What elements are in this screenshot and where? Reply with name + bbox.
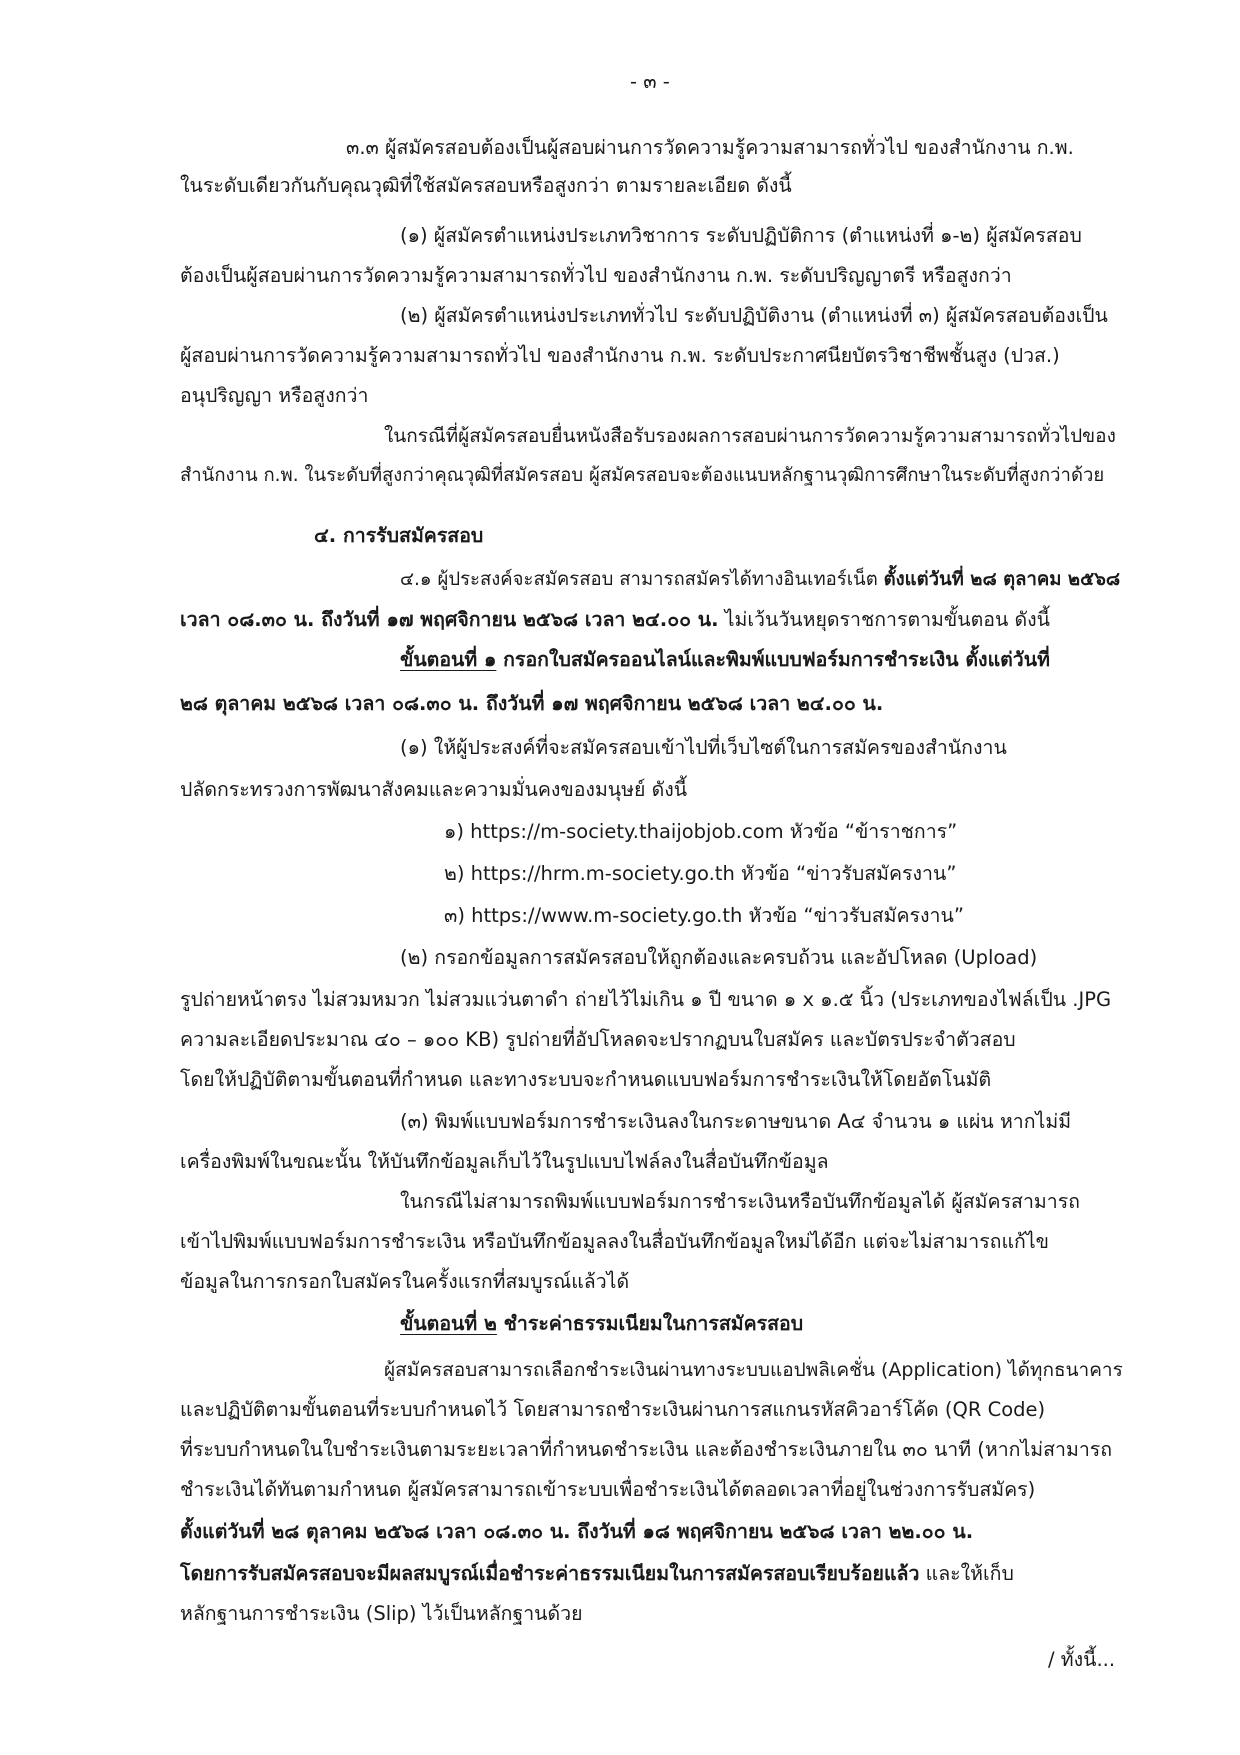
step-1-note-line-3: ข้อมูลในการกรอกใบสมัครในครั้งแรกที่สมบูรณ์แล้วได้ — [180, 1270, 630, 1293]
item-2-line-3: อนุปริญญา หรือสูงกว่า — [180, 384, 369, 407]
step-1-item-2-line-1: (๒) กรอกข้อมูลการสมัครสอบให้ถูกต้องและครบถ้วน และอัปโหลด (Upload) — [400, 946, 1038, 969]
step-2-paragraph-line-7: หลักฐานการชำระเงิน (Slip) ไว้เป็นหลักฐานด้วย — [180, 1602, 583, 1625]
continuation-marker: / ทั้งนี้... — [1048, 1648, 1116, 1671]
website-2: ๒) https://hrm.m-society.go.th หัวข้อ “ข่าวรับสมัครงาน” — [444, 862, 957, 885]
section-3-3-line-1: ๓.๓ ผู้สมัครสอบต้องเป็นผู้สอบผ่านการวัดความรู้ความสามารถทั่วไป ของสำนักงาน ก.พ. — [346, 136, 1074, 159]
step-1-date-range: ๒๘ ตุลาคม ๒๕๖๘ เวลา ๐๘.๓๐ น. ถึงวันที่ ๑๗ พฤศจิกายน ๒๕๖๘ เวลา ๒๔.๐๐ น. — [180, 692, 884, 715]
step-2-completion-condition: โดยการรับสมัครสอบจะมีผลสมบูรณ์เมื่อชำระค่าธรรมเนียมในการสมัครสอบเรียบร้อยแล้ว — [180, 1562, 920, 1585]
item-2-line-1: (๒) ผู้สมัครตำแหน่งประเภททั่วไป ระดับปฏิบัติงาน (ตำแหน่งที่ ๓) ผู้สมัครสอบต้องเป็น — [400, 304, 1108, 327]
website-3: ๓) https://www.m-society.go.th หัวข้อ “ข่าวรับสมัครงาน” — [444, 904, 964, 927]
section-4-1-time-range: เวลา ๐๘.๓๐ น. ถึงวันที่ ๑๗ พฤศจิกายน ๒๕๖๘ เวลา ๒๔.๐๐ น. — [180, 608, 719, 631]
step-2-label: ขั้นตอนที่ ๒ — [400, 1312, 497, 1335]
step-1-note-line-1: ในกรณีไม่สามารถพิมพ์แบบฟอร์มการชำระเงินหรือบันทึกข้อมูลได้ ผู้สมัครสามารถ — [400, 1190, 1080, 1213]
step-1-item-1-line-1: (๑) ให้ผู้ประสงค์ที่จะสมัครสอบเข้าไปที่เว็บไซต์ในการสมัครของสำนักงาน — [400, 736, 1007, 759]
step-2-paragraph-line-3: ที่ระบบกำหนดในใบชำระเงินตามระยะเวลาที่กำหนดชำระเงิน และต้องชำระเงินภายใน ๓๐ นาที (หากไม่สามารถ — [180, 1438, 1113, 1461]
section-3-3-line-2: ในระดับเดียวกันกับคุณวุฒิที่ใช้สมัครสอบหรือสูงกว่า ตามรายละเอียด ดังนี้ — [180, 174, 792, 197]
step-1-item-2-line-2: รูปถ่ายหน้าตรง ไม่สวมหมวก ไม่สวมแว่นตาดำ ถ่ายไว้ไม่เกิน ๑ ปี ขนาด ๑ x ๑.๕ นิ้ว (ประเภทของไฟล์เป็น .JPG — [180, 988, 1112, 1011]
step-2-keep-note: และให้เก็บ — [919, 1562, 1014, 1585]
item-1-line-2: ต้องเป็นผู้สอบผ่านการวัดความรู้ความสามารถทั่วไป ของสำนักงาน ก.พ. ระดับปริญญาตรี หรือสูงกว่า — [180, 264, 1012, 287]
step-1-heading — [400, 646, 1050, 674]
section-4-1-start-date: ตั้งแต่วันที่ ๒๘ ตุลาคม ๒๕๖๘ — [883, 569, 1121, 590]
step-2-paragraph-line-4: ชำระเงินได้ทันตามกำหนด ผู้สมัครสามารถเข้าระบบเพื่อชำระเงินได้ตลอดเวลาที่อยู่ในช่วงการรับสมัคร) — [180, 1478, 1036, 1501]
step-1-note-line-2: เข้าไปพิมพ์แบบฟอร์มการชำระเงิน หรือบันทึกข้อมูลลงในสื่อบันทึกข้อมูลใหม่ได้อีก แต่จะไม่สามารถแก้ไข — [180, 1230, 1049, 1253]
step-1-item-1-line-2: ปลัดกระทรวงการพัฒนาสังคมและความมั่นคงของมนุษย์ ดังนี้ — [180, 778, 688, 801]
note-paragraph-line-2: สำนักงาน ก.พ. ในระดับที่สูงกว่าคุณวุฒิที่สมัครสอบ ผู้สมัครสอบจะต้องแนบหลักฐานวุฒิการศึกษาในระดับที่สูงกว่าด้วย — [180, 465, 1105, 486]
step-2-paragraph-line-2: และปฏิบัติตามขั้นตอนที่ระบบกำหนดไว้ โดยสามารถชำระเงินผ่านการสแกนรหัสคิวอาร์โค้ด (QR Code) — [180, 1398, 1046, 1421]
section-4-1-intro: ๔.๑ ผู้ประสงค์จะสมัครสอบ สามารถสมัครได้ทางอินเทอร์เน็ต — [400, 569, 884, 590]
step-1-item-3-line-2: เครื่องพิมพ์ในขณะนั้น ให้บันทึกข้อมูลเก็บไว้ในรูปแบบไฟล์ลงในสื่อบันทึกข้อมูล — [180, 1150, 829, 1173]
step-2-paragraph-line-6 — [180, 1560, 1014, 1588]
item-1-line-1: (๑) ผู้สมัครตำแหน่งประเภทวิชาการ ระดับปฏิบัติการ (ตำแหน่งที่ ๑-๒) ผู้สมัครสอบ — [400, 224, 1082, 247]
section-4-1-note: ไม่เว้นวันหยุดราชการตามขั้นตอน ดังนี้ — [718, 608, 1050, 631]
step-1-item-3-line-1: (๓) พิมพ์แบบฟอร์มการชำระเงินลงในกระดาษขนาด A๔ จำนวน ๑ แผ่น หากไม่มี — [400, 1110, 1072, 1133]
step-1-label: ขั้นตอนที่ ๑ — [400, 648, 497, 671]
section-4-1-line-1 — [400, 566, 1120, 594]
step-1-item-2-line-4: โดยให้ปฏิบัติตามขั้นตอนที่กำหนด และทางระบบจะกำหนดแบบฟอร์มการชำระเงินให้โดยอัตโนมัติ — [180, 1068, 992, 1091]
step-2-paragraph-line-5: ตั้งแต่วันที่ ๒๘ ตุลาคม ๒๕๖๘ เวลา ๐๘.๓๐ น. ถึงวันที่ ๑๘ พฤศจิกายน ๒๕๖๘ เวลา ๒๒.๐๐ น. — [180, 1520, 974, 1543]
page-number: - ๓ - — [630, 70, 670, 93]
note-paragraph-line-1: ในกรณีที่ผู้สมัครสอบยื่นหนังสือรับรองผลการสอบผ่านการวัดความรู้ความสามารถทั่วไปของ — [384, 425, 1116, 447]
section-4-1-line-2 — [180, 606, 1050, 634]
step-2-heading — [400, 1310, 803, 1338]
website-1: ๑) https://m-society.thaijobjob.com หัวข้อ “ข้าราชการ” — [444, 820, 958, 843]
item-2-line-2: ผู้สอบผ่านการวัดความรู้ความสามารถทั่วไป ของสำนักงาน ก.พ. ระดับประกาศนียบัตรวิชาชีพชั้นสูง (ปวส.) — [180, 344, 1060, 367]
step-2-title: ชำระค่าธรรมเนียมในการสมัครสอบ — [496, 1312, 804, 1335]
step-1-item-2-line-3: ความละเอียดประมาณ ๔๐ – ๑๐๐ KB) รูปถ่ายที่อัปโหลดจะปรากฏบนใบสมัคร และบัตรประจำตัวสอบ — [180, 1028, 1016, 1051]
section-4-heading: ๔. การรับสมัครสอบ — [314, 524, 484, 547]
step-2-paragraph-line-1: ผู้สมัครสอบสามารถเลือกชำระเงินผ่านทางระบบแอปพลิเคชั่น (Application) ได้ทุกธนาคาร — [384, 1359, 1123, 1381]
step-1-title: กรอกใบสมัครออนไลน์และพิมพ์แบบฟอร์มการชำระเงิน ตั้งแต่วันที่ — [496, 648, 1050, 671]
